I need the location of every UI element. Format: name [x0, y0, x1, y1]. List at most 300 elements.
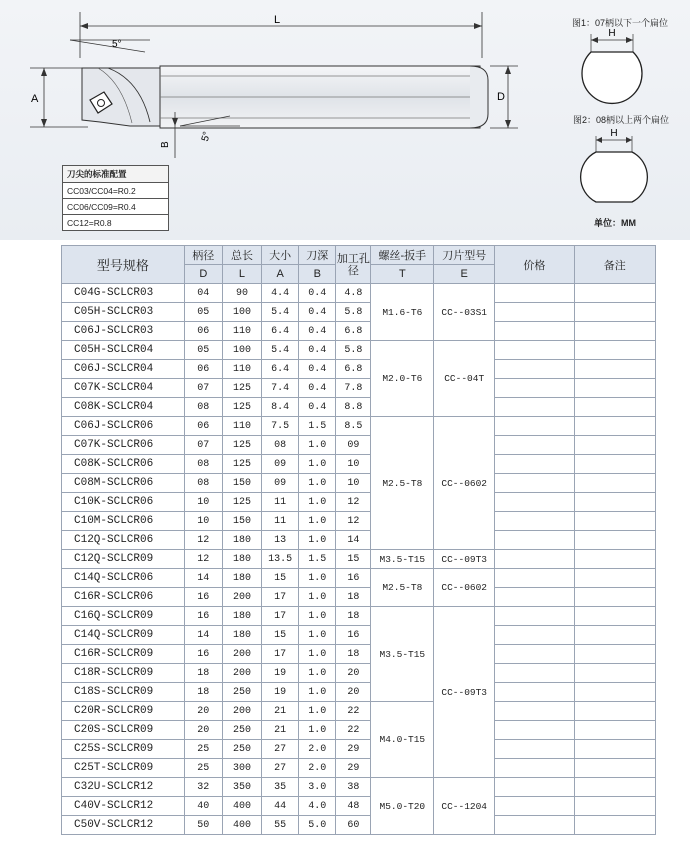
price-cell	[495, 759, 574, 778]
size-cell: 7.5	[262, 417, 299, 436]
table-row	[62, 740, 656, 759]
table-row	[62, 759, 656, 778]
remark-cell	[574, 816, 655, 835]
depth-cell: 1.0	[299, 721, 336, 740]
model-cell: C08M-SCLCR06	[62, 474, 185, 493]
length-cell: 150	[222, 474, 261, 493]
bore-cell: 10	[336, 474, 371, 493]
size-cell: 8.4	[262, 398, 299, 417]
header-remark: 备注	[574, 246, 655, 284]
bore-cell: 20	[336, 683, 371, 702]
remark-cell	[574, 303, 655, 322]
price-cell	[495, 322, 574, 341]
dim-b-label: B	[160, 141, 171, 148]
screw-cell: M3.5-T15	[371, 607, 434, 702]
depth-cell: 0.4	[299, 341, 336, 360]
insert-cell: CC--04T	[434, 341, 495, 417]
table-row	[62, 702, 656, 721]
table-row	[62, 493, 656, 512]
remark-cell	[574, 550, 655, 569]
model-cell: C05H-SCLCR03	[62, 303, 185, 322]
depth-cell: 3.0	[299, 778, 336, 797]
table-row	[62, 474, 656, 493]
model-cell: C14Q-SCLCR06	[62, 569, 185, 588]
bore-cell: 18	[336, 607, 371, 626]
price-cell	[495, 721, 574, 740]
model-cell: C18S-SCLCR09	[62, 683, 185, 702]
shank-cell: 12	[184, 531, 222, 550]
fig1-caption: 图1：07柄以下一个扁位	[572, 18, 669, 28]
size-cell: 17	[262, 588, 299, 607]
length-cell: 200	[222, 645, 261, 664]
bore-cell: 16	[336, 569, 371, 588]
table-row	[62, 379, 656, 398]
depth-cell: 1.0	[299, 588, 336, 607]
model-cell: C06J-SCLCR06	[62, 417, 185, 436]
remark-cell	[574, 436, 655, 455]
remark-cell	[574, 778, 655, 797]
depth-cell: 1.0	[299, 569, 336, 588]
subheader-l: L	[222, 265, 261, 284]
depth-cell: 1.0	[299, 455, 336, 474]
fig1-section	[582, 52, 642, 103]
size-cell: 15	[262, 626, 299, 645]
model-cell: C16R-SCLCR09	[62, 645, 185, 664]
size-cell: 09	[262, 474, 299, 493]
remark-cell	[574, 417, 655, 436]
bore-cell: 5.8	[336, 341, 371, 360]
length-cell: 125	[222, 493, 261, 512]
shank-cell: 10	[184, 512, 222, 531]
depth-cell: 1.0	[299, 702, 336, 721]
bore-cell: 7.8	[336, 379, 371, 398]
bore-cell: 22	[336, 702, 371, 721]
remark-cell	[574, 398, 655, 417]
bore-cell: 20	[336, 664, 371, 683]
unit-label: 单位：MM	[594, 218, 636, 228]
size-cell: 17	[262, 607, 299, 626]
table-row	[62, 550, 656, 569]
depth-cell: 1.0	[299, 474, 336, 493]
model-cell: C18R-SCLCR09	[62, 664, 185, 683]
remark-cell	[574, 531, 655, 550]
price-cell	[495, 626, 574, 645]
remark-cell	[574, 664, 655, 683]
remark-cell	[574, 588, 655, 607]
fig2-h-label: H	[610, 128, 618, 139]
price-cell	[495, 607, 574, 626]
table-row	[62, 626, 656, 645]
table-row	[62, 341, 656, 360]
price-cell	[495, 303, 574, 322]
size-cell: 13.5	[262, 550, 299, 569]
length-cell: 110	[222, 417, 261, 436]
remark-cell	[574, 740, 655, 759]
shank-cell: 18	[184, 683, 222, 702]
size-cell: 4.4	[262, 284, 299, 303]
price-cell	[495, 588, 574, 607]
length-cell: 200	[222, 664, 261, 683]
size-cell: 19	[262, 683, 299, 702]
fig2-section	[581, 152, 648, 202]
price-cell	[495, 683, 574, 702]
remark-cell	[574, 360, 655, 379]
size-cell: 11	[262, 512, 299, 531]
fig1-h-label: H	[608, 28, 616, 39]
fig2-caption: 图2：08柄以上两个扁位	[573, 115, 670, 125]
price-cell	[495, 740, 574, 759]
shank-cell: 18	[184, 664, 222, 683]
bore-cell: 10	[336, 455, 371, 474]
screw-cell: M2.0-T6	[371, 341, 434, 417]
header-shank: 柄径	[184, 246, 222, 265]
bore-cell: 18	[336, 588, 371, 607]
table-row	[62, 455, 656, 474]
length-cell: 180	[222, 531, 261, 550]
bore-cell: 6.8	[336, 322, 371, 341]
length-cell: 125	[222, 398, 261, 417]
length-cell: 400	[222, 816, 261, 835]
price-cell	[495, 360, 574, 379]
bore-cell: 12	[336, 512, 371, 531]
price-cell	[495, 474, 574, 493]
price-cell	[495, 531, 574, 550]
bore-cell: 6.8	[336, 360, 371, 379]
bore-cell: 5.8	[336, 303, 371, 322]
size-cell: 7.4	[262, 379, 299, 398]
depth-cell: 5.0	[299, 816, 336, 835]
subheader-d: D	[184, 265, 222, 284]
shank-cell: 16	[184, 588, 222, 607]
table-row	[62, 645, 656, 664]
price-cell	[495, 569, 574, 588]
length-cell: 200	[222, 702, 261, 721]
shank-cell: 20	[184, 702, 222, 721]
dim-d-label: D	[497, 91, 505, 103]
length-cell: 300	[222, 759, 261, 778]
depth-cell: 0.4	[299, 398, 336, 417]
table-row	[62, 436, 656, 455]
screw-cell: M1.6-T6	[371, 284, 434, 341]
table-row	[62, 284, 656, 303]
depth-cell: 0.4	[299, 322, 336, 341]
depth-cell: 4.0	[299, 797, 336, 816]
depth-cell: 1.0	[299, 626, 336, 645]
size-cell: 6.4	[262, 322, 299, 341]
bore-cell: 18	[336, 645, 371, 664]
model-cell: C16R-SCLCR06	[62, 588, 185, 607]
table-row	[62, 683, 656, 702]
table-row	[62, 512, 656, 531]
shank-cell: 32	[184, 778, 222, 797]
shank-cell: 25	[184, 740, 222, 759]
depth-cell: 1.5	[299, 417, 336, 436]
price-cell	[495, 379, 574, 398]
remark-cell	[574, 721, 655, 740]
shank-cell: 08	[184, 474, 222, 493]
bore-cell: 14	[336, 531, 371, 550]
length-cell: 125	[222, 455, 261, 474]
depth-cell: 0.4	[299, 379, 336, 398]
price-cell	[495, 341, 574, 360]
shank-cell: 16	[184, 607, 222, 626]
dim-l-label: L	[273, 14, 281, 26]
length-cell: 200	[222, 588, 261, 607]
bore-cell: 8.5	[336, 417, 371, 436]
shank-cell: 06	[184, 360, 222, 379]
table-row	[62, 778, 656, 797]
screw-cell: M3.5-T15	[371, 550, 434, 569]
bore-cell: 38	[336, 778, 371, 797]
size-cell: 17	[262, 645, 299, 664]
model-cell: C16Q-SCLCR09	[62, 607, 185, 626]
price-cell	[495, 436, 574, 455]
depth-cell: 0.4	[299, 360, 336, 379]
model-cell: C14Q-SCLCR09	[62, 626, 185, 645]
bore-cell: 15	[336, 550, 371, 569]
size-cell: 15	[262, 569, 299, 588]
table-row	[62, 303, 656, 322]
standard-config-table	[62, 165, 169, 231]
table-row	[62, 797, 656, 816]
model-cell: C25S-SCLCR09	[62, 740, 185, 759]
depth-cell: 1.0	[299, 645, 336, 664]
shank-cell: 40	[184, 797, 222, 816]
model-cell: C06J-SCLCR04	[62, 360, 185, 379]
bore-cell: 12	[336, 493, 371, 512]
size-cell: 13	[262, 531, 299, 550]
drawing-area	[0, 0, 690, 240]
shank-cell: 14	[184, 626, 222, 645]
table-row	[62, 721, 656, 740]
model-cell: C25T-SCLCR09	[62, 759, 185, 778]
table-row	[62, 322, 656, 341]
header-total-length: 总长	[222, 246, 261, 265]
table-row	[62, 360, 656, 379]
depth-cell: 0.4	[299, 284, 336, 303]
model-cell: C06J-SCLCR03	[62, 322, 185, 341]
shank-cell: 06	[184, 322, 222, 341]
shank-cell: 08	[184, 455, 222, 474]
shank-cell: 10	[184, 493, 222, 512]
size-cell: 55	[262, 816, 299, 835]
insert-cell: CC--09T3	[434, 607, 495, 778]
remark-cell	[574, 759, 655, 778]
subheader-e: E	[434, 265, 495, 284]
remark-cell	[574, 797, 655, 816]
depth-cell: 1.0	[299, 512, 336, 531]
remark-cell	[574, 284, 655, 303]
shank-cell: 08	[184, 398, 222, 417]
model-cell: C40V-SCLCR12	[62, 797, 185, 816]
price-cell	[495, 284, 574, 303]
screw-cell: M4.0-T15	[371, 702, 434, 778]
model-cell: C20R-SCLCR09	[62, 702, 185, 721]
spec-table	[61, 245, 656, 835]
standard-config-row: CC12=R0.8	[63, 215, 169, 231]
table-row	[62, 607, 656, 626]
table-row	[62, 816, 656, 835]
model-cell: C50V-SCLCR12	[62, 816, 185, 835]
bore-cell: 16	[336, 626, 371, 645]
length-cell: 110	[222, 360, 261, 379]
length-cell: 125	[222, 436, 261, 455]
table-row	[62, 531, 656, 550]
size-cell: 44	[262, 797, 299, 816]
size-cell: 21	[262, 721, 299, 740]
length-cell: 180	[222, 569, 261, 588]
length-cell: 250	[222, 740, 261, 759]
insert-cell: CC--1204	[434, 778, 495, 835]
shank-cell: 07	[184, 379, 222, 398]
model-cell: C12Q-SCLCR06	[62, 531, 185, 550]
bore-cell: 8.8	[336, 398, 371, 417]
depth-cell: 1.0	[299, 664, 336, 683]
price-cell	[495, 816, 574, 835]
screw-cell: M2.5-T8	[371, 417, 434, 550]
bore-cell: 4.8	[336, 284, 371, 303]
depth-cell: 1.0	[299, 607, 336, 626]
depth-cell: 1.0	[299, 436, 336, 455]
remark-cell	[574, 493, 655, 512]
table-row	[62, 588, 656, 607]
remark-cell	[574, 569, 655, 588]
remark-cell	[574, 645, 655, 664]
length-cell: 400	[222, 797, 261, 816]
model-cell: C05H-SCLCR04	[62, 341, 185, 360]
length-cell: 150	[222, 512, 261, 531]
insert-cell: CC--0602	[434, 417, 495, 550]
insert-cell: CC--03S1	[434, 284, 495, 341]
model-cell: C20S-SCLCR09	[62, 721, 185, 740]
screw-cell: M5.0-T20	[371, 778, 434, 835]
shank-cell: 20	[184, 721, 222, 740]
length-cell: 180	[222, 607, 261, 626]
remark-cell	[574, 455, 655, 474]
depth-cell: 2.0	[299, 740, 336, 759]
size-cell: 27	[262, 759, 299, 778]
remark-cell	[574, 512, 655, 531]
insert-cell: CC--0602	[434, 569, 495, 607]
remark-cell	[574, 683, 655, 702]
length-cell: 100	[222, 341, 261, 360]
screw-cell: M2.5-T8	[371, 569, 434, 607]
bore-cell: 29	[336, 740, 371, 759]
standard-config-row: CC06/CC09=R0.4	[63, 199, 169, 215]
model-cell: C10K-SCLCR06	[62, 493, 185, 512]
standard-config-title: 刀尖的标准配置	[63, 166, 169, 183]
table-row	[62, 398, 656, 417]
size-cell: 27	[262, 740, 299, 759]
model-cell: C32U-SCLCR12	[62, 778, 185, 797]
model-cell: C07K-SCLCR04	[62, 379, 185, 398]
model-cell: C12Q-SCLCR09	[62, 550, 185, 569]
depth-cell: 1.0	[299, 493, 336, 512]
standard-config-row: CC03/CC04=R0.2	[63, 183, 169, 199]
price-cell	[495, 550, 574, 569]
remark-cell	[574, 379, 655, 398]
spec-table-body	[62, 284, 656, 835]
shank-cell: 07	[184, 436, 222, 455]
header-insert: 刀片型号	[434, 246, 495, 265]
subheader-t: T	[371, 265, 434, 284]
bore-cell: 29	[336, 759, 371, 778]
size-cell: 19	[262, 664, 299, 683]
length-cell: 250	[222, 683, 261, 702]
depth-cell: 1.0	[299, 683, 336, 702]
model-cell: C08K-SCLCR06	[62, 455, 185, 474]
header-price: 价格	[495, 246, 574, 284]
length-cell: 100	[222, 303, 261, 322]
length-cell: 350	[222, 778, 261, 797]
angle-top-label: 5°	[112, 39, 122, 50]
subheader-b: B	[299, 265, 336, 284]
price-cell	[495, 512, 574, 531]
size-cell: 6.4	[262, 360, 299, 379]
remark-cell	[574, 626, 655, 645]
length-cell: 125	[222, 379, 261, 398]
dim-a-label: A	[31, 93, 39, 105]
price-cell	[495, 493, 574, 512]
size-cell: 5.4	[262, 341, 299, 360]
shank-cell: 16	[184, 645, 222, 664]
depth-cell: 0.4	[299, 303, 336, 322]
depth-cell: 2.0	[299, 759, 336, 778]
model-cell: C07K-SCLCR06	[62, 436, 185, 455]
shank-cell: 12	[184, 550, 222, 569]
header-size: 大小	[262, 246, 299, 265]
header-depth: 刀深	[299, 246, 336, 265]
model-cell: C08K-SCLCR04	[62, 398, 185, 417]
bore-cell: 48	[336, 797, 371, 816]
shank-cell: 25	[184, 759, 222, 778]
length-cell: 250	[222, 721, 261, 740]
remark-cell	[574, 341, 655, 360]
shank-cell: 14	[184, 569, 222, 588]
length-cell: 180	[222, 550, 261, 569]
remark-cell	[574, 607, 655, 626]
depth-cell: 1.5	[299, 550, 336, 569]
shank-cell: 06	[184, 417, 222, 436]
shank-cell: 04	[184, 284, 222, 303]
price-cell	[495, 702, 574, 721]
size-cell: 08	[262, 436, 299, 455]
price-cell	[495, 398, 574, 417]
shank-cell: 50	[184, 816, 222, 835]
angle-bottom-label: 5°	[199, 130, 213, 143]
subheader-a: A	[262, 265, 299, 284]
price-cell	[495, 417, 574, 436]
length-cell: 180	[222, 626, 261, 645]
size-cell: 5.4	[262, 303, 299, 322]
remark-cell	[574, 702, 655, 721]
remark-cell	[574, 474, 655, 493]
size-cell: 11	[262, 493, 299, 512]
table-row	[62, 664, 656, 683]
price-cell	[495, 664, 574, 683]
model-cell: C04G-SCLCR03	[62, 284, 185, 303]
size-cell: 35	[262, 778, 299, 797]
table-row	[62, 569, 656, 588]
header-screw: 螺丝-扳手	[371, 246, 434, 265]
price-cell	[495, 645, 574, 664]
shank-cell: 05	[184, 341, 222, 360]
length-cell: 90	[222, 284, 261, 303]
bore-cell: 22	[336, 721, 371, 740]
header-bore: 加工孔径	[336, 246, 371, 284]
shank-cell: 05	[184, 303, 222, 322]
header-model: 型号规格	[62, 246, 185, 284]
